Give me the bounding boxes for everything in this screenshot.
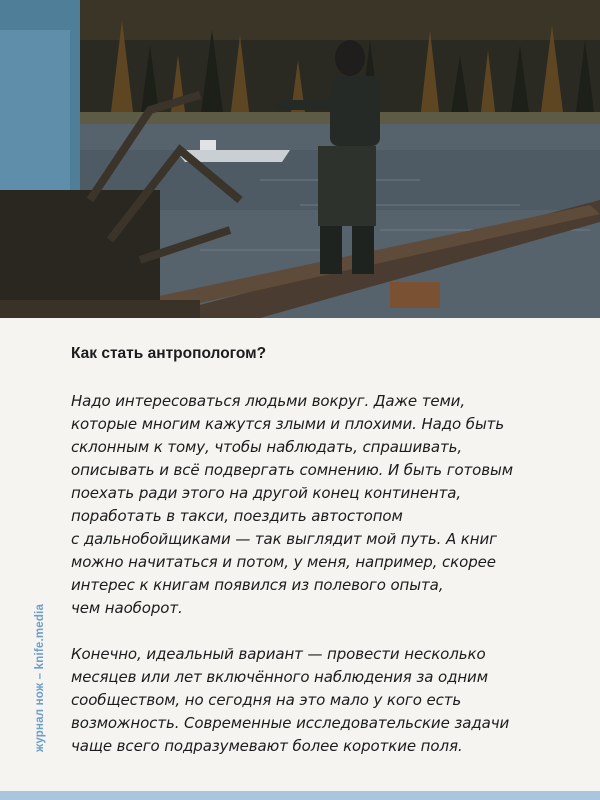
- paragraph-1: Надо интересоваться людьми вокруг. Даже теми, которые многим кажутся злыми и плохими. Надо быть склонным к тому, чтобы наблюдать, спрашивать, описывать и всё подвергать сомнению. И быть готовым поехать ради этого на другой конец континента, поработать в такси, поездить автостопом с дальнобойщиками — так выглядит мой путь. А книг можно начитаться и потом, у меня, например, скорее интерес к книгам появился из полевого опыта, чем наоборот.: [71, 392, 513, 617]
- river-scene-illustration: [0, 0, 600, 318]
- paragraph-2: Конечно, идеальный вариант — провести несколько месяцев или лет включённого наблюдения за одним сообществом, но сегодня на это мало у кого есть возможность. Современные исследовательские задачи чаще всего подразумевают более короткие поля.: [71, 645, 510, 755]
- section-heading: Как стать антропологом?: [71, 345, 267, 362]
- hero-photo: [0, 0, 600, 318]
- bottom-accent-bar: [0, 791, 600, 800]
- article-text: [71, 344, 571, 781]
- publication-label: журнал нож – knife.media: [34, 603, 46, 752]
